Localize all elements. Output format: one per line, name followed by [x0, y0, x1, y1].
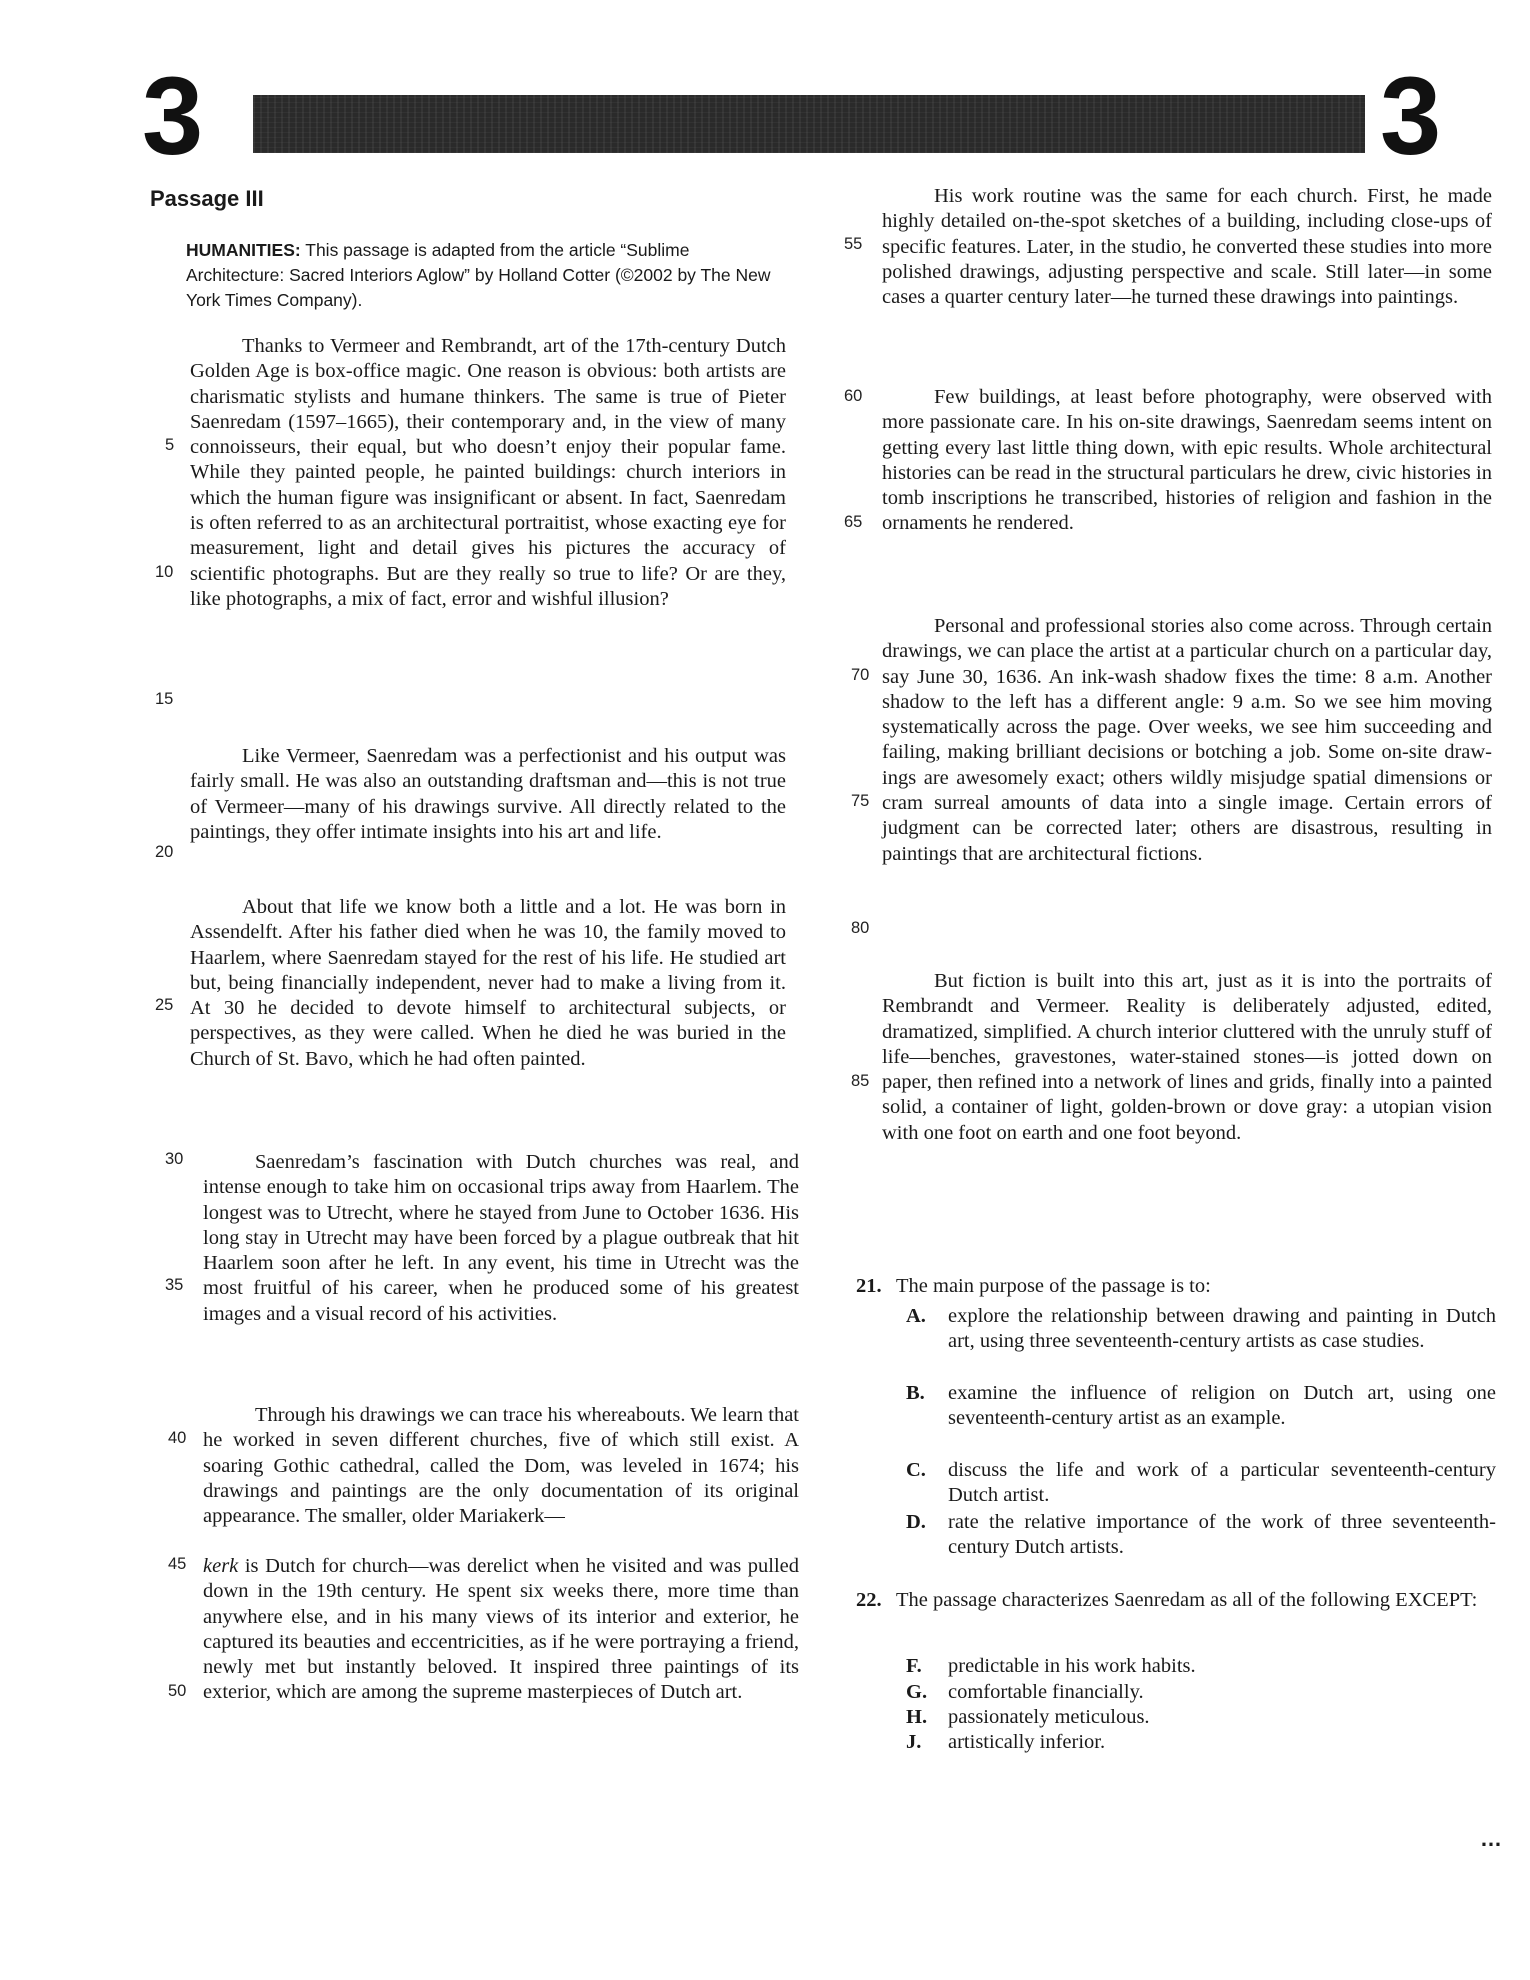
passage-paragraph: Like Vermeer, Saenredam was a perfectionist and his output was fairly small. He was also an outstanding draftsman and—this is not true of Vermeer—many of his drawings survive. All directly related to the paintings, they offer intimate insights into his art and life.: [190, 745, 786, 843]
line-number: 50: [168, 1682, 187, 1700]
answer-option-c[interactable]: C. discuss the life and work of a particular seventeenth-century Dutch artist.: [906, 1459, 1496, 1507]
source-label: HUMANITIES:: [186, 240, 301, 260]
line-number: 35: [165, 1276, 184, 1294]
line-number: 75: [851, 792, 870, 810]
passage-paragraph: Few buildings, at least before photography, were observed with more passionate care. In his on-site drawings, Saenredam seems intent on getting every last little thing down, with epic results. Whole architectural histories can be read in the structural particulars he drew, civic histories in tomb inscriptions he transcribed, histories of religion and fashion in the ornaments he rendered.: [882, 386, 1492, 535]
passage-source: [186, 238, 786, 313]
question-stem: The main purpose of the passage is to:: [896, 1275, 1211, 1297]
passage-title: Passage III: [150, 186, 264, 211]
question-stem: The passage characterizes Saenredam as all of the following EXCEPT:: [896, 1589, 1478, 1611]
section-number-right: 3: [1380, 55, 1440, 178]
line-number: 85: [851, 1072, 870, 1090]
question-number: 22.: [856, 1589, 882, 1611]
section-number-left: 3: [142, 55, 202, 178]
line-number: 20: [155, 843, 174, 861]
section-header-bar: [253, 95, 1365, 153]
answer-option-a[interactable]: A. explore the relationship between drawing and painting in Dutch art, using three seventeenth-century artists as case studies.: [906, 1305, 1496, 1353]
line-number: 70: [851, 666, 870, 684]
answer-option-d[interactable]: D. rate the relative importance of the work of three seventeenth-century Dutch artists.: [906, 1511, 1496, 1559]
line-number: 25: [155, 996, 174, 1014]
passage-paragraph: Through his drawings we can trace his whereabouts. We learn that he worked in seven different churches, five of which still exist. A soaring Gothic cathedral, called the Dom, was leveled in 1674; his drawings and paintings are the only documentation of its original appearance. The smaller, older Mariakerk—: [203, 1404, 799, 1528]
passage-paragraph: Personal and professional stories also come across. Through certain drawings, we can place the artist at a particular church on a particular day, say June 30, 1636. An ink-wash shadow fixes the time: 8 a.m. Another shadow to the left has a different angle: 9 a.m. So we see him moving systematically across the page. Over weeks, we see him succeeding and failing, making brilliant decisions or botching a job. Some on-site drawings are awesomely exact; others wildly misjudge spatial dimensions or cram surreal amounts of data into a single image. Certain errors of judgment can be corrected later; others are disastrous, resulting in paintings that are architectural fictions.: [882, 615, 1492, 865]
question-22: [856, 1588, 1496, 1640]
question-number: 21.: [856, 1275, 882, 1297]
question-21: [856, 1274, 1496, 1300]
line-number: 65: [844, 513, 863, 531]
line-number: 5: [165, 436, 175, 454]
passage-paragraph: Thanks to Vermeer and Rembrandt, art of the 17th-century Dutch Golden Age is box-office magic. One reason is obvious: both artists are charismatic stylists and humane thinkers. The same is true of Pieter Saenredam (1597–1665), their contemporary and, in the view of many connoisseurs, their equal, but who doesn’t enjoy their popular fame. While they painted people, he painted buildings: church interiors in which the human figure was insignificant or absent. In fact, Saenredam is often referred to as an architectural portraitist, whose exacting eye for measurement, light and detail gives his pictures the accuracy of scientific photographs. But are they really so true to life? Or are they, like photographs, a mix of fact, error and wishful illusion?: [190, 335, 786, 610]
line-number: 55: [844, 235, 863, 253]
answer-option-b[interactable]: B. examine the influence of religion on Dutch art, using one seventeenth-century artist as an example.: [906, 1382, 1496, 1430]
line-number: 15: [155, 690, 174, 708]
passage-paragraph: About that life we know both a little and a lot. He was born in Assendelft. After his father died when he was 10, the family moved to Haarlem, where Saenredam stayed for the rest of his life. He studied art but, being financially independent, never had to make a living from it. At 30 he decided to devote himself to architectural subjects, or perspectives, as they were called. When he died he was buried in the Church of St. Bavo, which he had often painted.: [190, 896, 786, 1070]
line-number: 40: [168, 1429, 187, 1447]
answer-option-j[interactable]: J. artistically inferior.: [906, 1731, 1106, 1753]
answer-option-h[interactable]: H. passionately meticulous.: [906, 1706, 1150, 1728]
passage-paragraph: kerk is Dutch for church—was derelict when he visited and was pulled down in the 19th century. He spent six weeks there, more time than anywhere else, and in his many views of its interior and exterior, he captured its beauties and eccentricities, as if he were portraying a friend, newly met but instantly beloved. It inspired three paintings of its exterior, which are among the supreme masterpieces of Dutch art.: [203, 1555, 799, 1704]
passage-paragraph: But fiction is built into this art, just as it is into the portraits of Rembrandt and Vermeer. Reality is deliberately adjusted, edited, dramatized, simplified. A church interior cluttered with the unruly stuff of life—benches, gravestones, water-stained stones—is jotted down on paper, then refined into a network of lines and grids, finally into a painted solid, a container of light, golden-brown or dove gray: a utopian vision with one foot on earth and one foot beyond.: [882, 970, 1492, 1144]
answer-option-g[interactable]: G. comfortable financially.: [906, 1681, 1144, 1703]
line-number: 80: [851, 919, 870, 937]
line-number: 30: [165, 1150, 184, 1168]
line-number: 10: [155, 563, 174, 581]
continue-mark: …: [1480, 1826, 1502, 1851]
line-number: 60: [844, 387, 863, 405]
passage-paragraph: Saenredam’s fascination with Dutch churches was real, and intense enough to take him on occasional trips away from Haarlem. The longest was to Utrecht, where he stayed from June to October 1636. His long stay in Utrecht may have been forced by a plague outbreak that hit Haarlem soon after he left. In any event, his time in Utrecht was the most fruitful of his career, when he produced some of his greatest images and a visual record of his activities.: [203, 1151, 799, 1325]
line-number: 45: [168, 1555, 187, 1573]
source-text: This passage is adapted from the article “Sublime Architecture: Sacred Interiors Aglow” by Holland Cotter (©2002 by The New York Times Company).: [186, 240, 771, 310]
answer-option-f[interactable]: F. predictable in his work habits.: [906, 1655, 1196, 1677]
passage-paragraph: His work routine was the same for each church. First, he made highly detailed on-the-spot sketches of a building, including close-ups of specific features. Later, in the studio, he converted these studies into more polished drawings, adjusting perspective and scale. Still later—in some cases a quarter century later—he turned these drawings into paintings.: [882, 185, 1492, 309]
